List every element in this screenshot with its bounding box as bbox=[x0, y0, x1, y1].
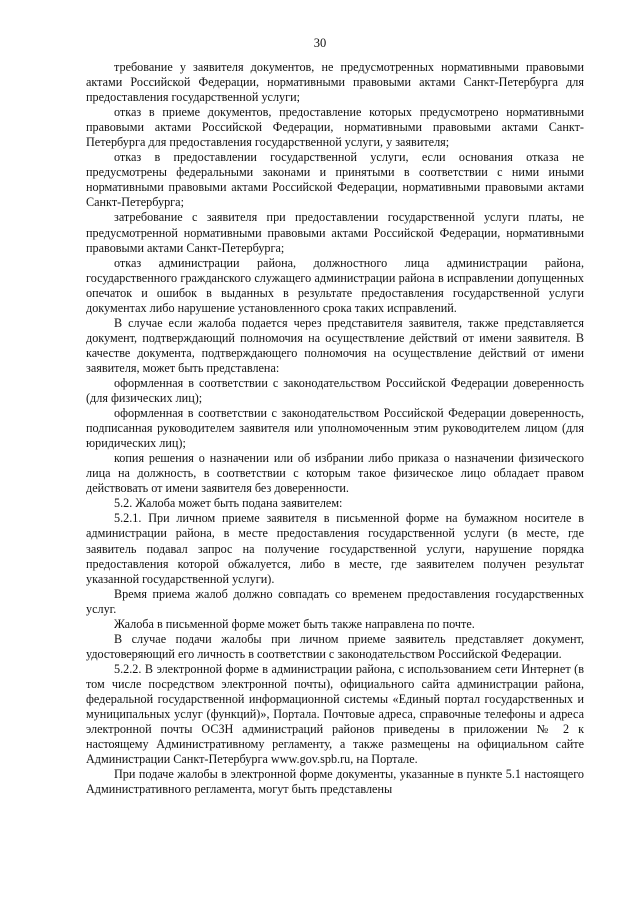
paragraph: копия решения о назначении или об избрании либо приказа о назначении физического лица на должность, в соответствии с которым такое физическое лицо обладает правом действовать от имени заявителя без доверенности. bbox=[86, 451, 584, 496]
section-heading-5-2: 5.2. Жалоба может быть подана заявителем: bbox=[114, 496, 343, 511]
paragraph: Время приема жалоб должно совпадать со временем предоставления государственных услуг. bbox=[86, 586, 584, 616]
paragraph: Жалоба в письменной форме может быть также направлена по почте. bbox=[114, 616, 475, 631]
paragraph: затребование с заявителя при предоставлении государственной услуги платы, не предусмотренной нормативными правовыми актами Российской Федерации, нормативными правовыми актами Санкт-Петербурга; bbox=[86, 210, 584, 255]
paragraph: отказ в приеме документов, предоставление которых предусмотрено нормативными правовыми актами Российской Федерации, нормативными правовыми актами Санкт-Петербурга для предоставления государственной услуги, у заявителя; bbox=[86, 105, 584, 150]
paragraph: В случае если жалоба подается через представителя заявителя, также представляется документ, подтверждающий полномочия на осуществление действий от имени заявителя. В качестве документа, подтверждающего полномочия на осуществление действий от имени заявителя, может быть представлена: bbox=[86, 315, 584, 375]
paragraph: отказ в предоставлении государственной услуги, если основания отказа не предусмотрены федеральными законами и принятыми в соответствии с ними иными нормативными правовыми актами Российской Федерации, нормативными правовыми актами Санкт-Петербурга; bbox=[86, 150, 584, 210]
paragraph: 5.2.2. В электронной форме в администрации района, с использованием сети Интернет (в том числе посредством электронной почты), официального сайта администрации района, федеральной государственной информационной системы «Единый портал государственных и муниципальных услуг (функций)», Портала. Почтовые адреса, справочные телефоны и адреса электронной почты ОСЗН администраций районов приведены в приложении № 2 к настоящему Административному регламенту, а также размещены на официальном сайте Администрации Санкт-Петербурга www.gov.spb.ru, на Портале. bbox=[86, 661, 584, 767]
paragraph: 5.2.1. При личном приеме заявителя в письменной форме на бумажном носителе в администрации района, в месте предоставления государственной услуги (в месте, где заявитель подавал запрос на получение государственной услуги, нарушение порядка предоставления которой обжалуется, либо в месте, где заявителем получен результат указанной государственной услуги). bbox=[86, 511, 584, 586]
page-number: 30 bbox=[313, 36, 327, 50]
paragraph: При подаче жалобы в электронной форме документы, указанные в пункте 5.1 настоящего Административного регламента, могут быть представлены bbox=[86, 767, 584, 797]
document-body bbox=[86, 60, 584, 797]
paragraph: оформленная в соответствии с законодательством Российской Федерации доверенность, подписанная руководителем заявителя или уполномоченным этим руководителем лицом (для юридических лиц); bbox=[86, 406, 584, 451]
paragraph: оформленная в соответствии с законодательством Российской Федерации доверенность (для физических лиц); bbox=[86, 375, 584, 406]
paragraph: В случае подачи жалобы при личном приеме заявитель представляет документ, удостоверяющий его личность в соответствии с законодательством Российской Федерации. bbox=[86, 631, 584, 661]
paragraph: отказ администрации района, должностного лица администрации района, государственного гражданского служащего администрации района в исправлении допущенных опечаток и ошибок в выданных в результате предоставления государственной услуги документах либо нарушение установленного срока таких исправлений. bbox=[86, 255, 584, 315]
paragraph: требование у заявителя документов, не предусмотренных нормативными правовыми актами Российской Федерации, нормативными правовыми актами Санкт-Петербурга для предоставления государственной услуги; bbox=[86, 60, 584, 105]
